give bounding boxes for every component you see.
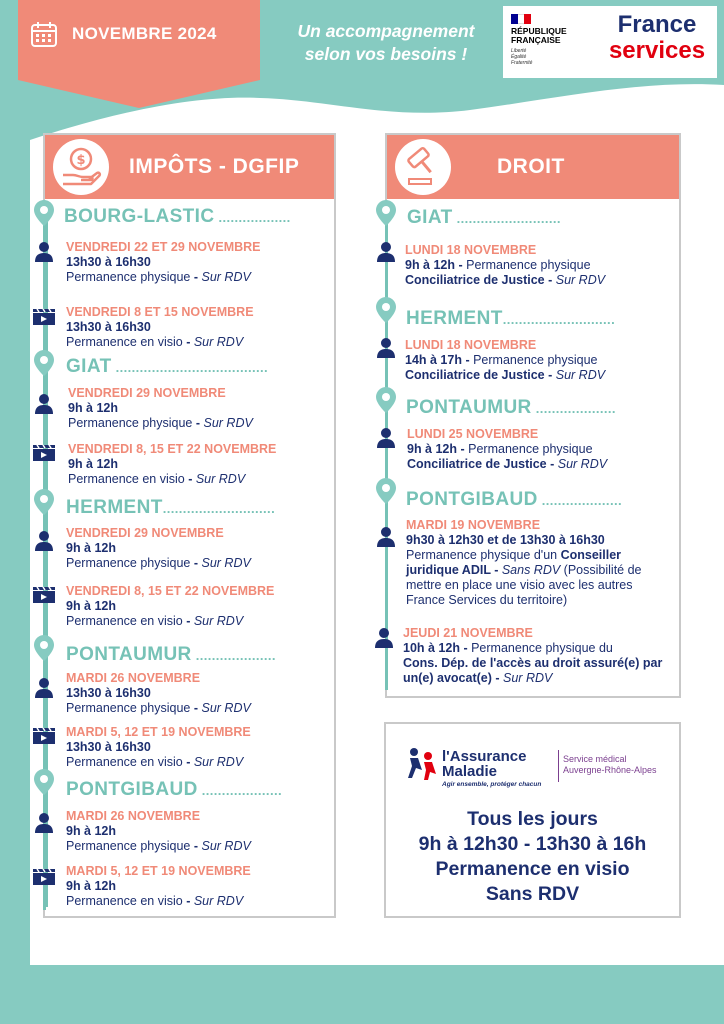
slogan: Un accompagnement selon vos besoins ! (297, 21, 475, 64)
entry-impots: MARDI 26 NOVEMBRE 13h30 à 16h30 Permanence physique - Sur RDV (66, 671, 251, 715)
entry-droit: LUNDI 18 NOVEMBRE 14h à 17h - Permanence physique Conciliatrice de Justice - Sur RDV (405, 338, 606, 382)
person-icon (375, 241, 397, 263)
location-pin-icon (376, 387, 396, 413)
person-icon (33, 241, 55, 263)
money-hand-icon (59, 145, 103, 189)
person-icon (33, 677, 55, 699)
video-clapper-icon (32, 444, 56, 462)
entry-impots: VENDREDI 8 ET 15 NOVEMBRE 13h30 à 16h30 Permanence en visio - Sur RDV (66, 305, 254, 349)
left-band (0, 0, 30, 1024)
city-bourg-lastic: BOURG-LASTIC .................. (64, 206, 291, 227)
assurance-maladie-box (384, 722, 681, 918)
entry-impots: MARDI 26 NOVEMBRE 9h à 12h Permanence physique - Sur RDV (66, 809, 251, 853)
location-pin-icon (34, 635, 54, 661)
city-giat: GIAT .......................... (407, 207, 561, 228)
person-icon (375, 337, 397, 359)
month-title: NOVEMBRE 2024 (72, 24, 217, 43)
location-pin-icon (376, 478, 396, 504)
impots-title: IMPÔTS - DGFIP (129, 155, 300, 178)
assurance-tagline: Agir ensemble, protéger chacun (442, 781, 542, 788)
svg-text:$: $ (76, 153, 86, 168)
french-flag-icon (511, 14, 531, 24)
city-herment: HERMENT............................ (406, 308, 616, 329)
france-services-logo: France services (608, 11, 706, 64)
gavel-icon (401, 145, 445, 189)
location-pin-icon (376, 200, 396, 226)
assurance-maladie-name: l'Assurance Maladie (442, 748, 527, 780)
assurance-maladie-people-icon (402, 744, 442, 784)
location-pin-icon (34, 200, 54, 226)
assurance-schedule: Tous les jours 9h à 12h30 - 13h30 à 16h Permanence en visio Sans RDV (418, 808, 647, 905)
city-giat: GIAT ...................................... (66, 356, 269, 377)
date-banner-shape (18, 0, 260, 110)
person-icon (33, 812, 55, 834)
entry-impots: VENDREDI 22 ET 29 NOVEMBRE 13h30 à 16h30 Permanence physique - Sur RDV (66, 240, 261, 284)
entry-impots: MARDI 5, 12 ET 19 NOVEMBRE 13h30 à 16h30 Permanence en visio - Sur RDV (66, 725, 251, 769)
bottom-band (0, 965, 724, 1024)
entry-droit: LUNDI 18 NOVEMBRE 9h à 12h - Permanence physique Conciliatrice de Justice - Sur RDV (405, 243, 606, 287)
person-icon (33, 530, 55, 552)
video-clapper-icon (32, 727, 56, 745)
entry-droit: LUNDI 25 NOVEMBRE 9h à 12h - Permanence physique Conciliatrice de Justice - Sur RDV (407, 427, 608, 471)
entry-droit: JEUDI 21 NOVEMBRE 10h à 12h - Permanence physique du Cons. Dép. de l'accès au droit assuré(e) par un(e) avocat(e) - Sur RDV (403, 626, 663, 685)
entry-impots: VENDREDI 29 NOVEMBRE 9h à 12h Permanence physique - Sur RDV (66, 526, 251, 570)
city-pontaumur: PONTAUMUR .................... (66, 644, 276, 665)
calendar-icon (30, 20, 58, 48)
city-pontgibaud: PONTGIBAUD .................... (406, 489, 622, 510)
video-clapper-icon (32, 868, 56, 886)
droit-timeline (385, 210, 388, 690)
video-clapper-icon (32, 308, 56, 326)
location-pin-icon (34, 350, 54, 376)
video-clapper-icon (32, 586, 56, 604)
person-icon (375, 526, 397, 548)
droit-header (387, 135, 679, 199)
republique-francaise-logo: RÉPUBLIQUE FRANÇAISE Liberté Égalité Fraternité (511, 14, 591, 66)
city-herment: HERMENT............................ (66, 497, 276, 518)
person-icon (33, 393, 55, 415)
logo-box (503, 6, 717, 78)
service-medical: Service médical Auvergne-Rhône-Alpes (563, 754, 657, 775)
entry-impots: VENDREDI 29 NOVEMBRE 9h à 12h Permanence physique - Sur RDV (68, 386, 253, 430)
entry-impots: VENDREDI 8, 15 ET 22 NOVEMBRE 9h à 12h Permanence en visio - Sur RDV (66, 584, 275, 628)
city-pontaumur: PONTAUMUR .................... (406, 397, 616, 418)
person-icon (375, 427, 397, 449)
entry-impots: VENDREDI 8, 15 ET 22 NOVEMBRE 9h à 12h Permanence en visio - Sur RDV (68, 442, 277, 486)
location-pin-icon (34, 489, 54, 515)
location-pin-icon (376, 297, 396, 323)
city-pontgibaud: PONTGIBAUD .................... (66, 779, 282, 800)
person-icon (373, 627, 395, 649)
entry-impots: MARDI 5, 12 ET 19 NOVEMBRE 9h à 12h Permanence en visio - Sur RDV (66, 864, 251, 908)
impots-header (45, 135, 334, 199)
droit-title: DROIT (497, 155, 565, 178)
location-pin-icon (34, 769, 54, 795)
entry-droit: MARDI 19 NOVEMBRE 9h30 à 12h30 et de 13h30 à 16h30 Permanence physique d'un Conseiller juridique ADIL - Sans RDV (Possibilité de mettre en place une visio avec les autres France Services du territoire) (406, 518, 642, 607)
